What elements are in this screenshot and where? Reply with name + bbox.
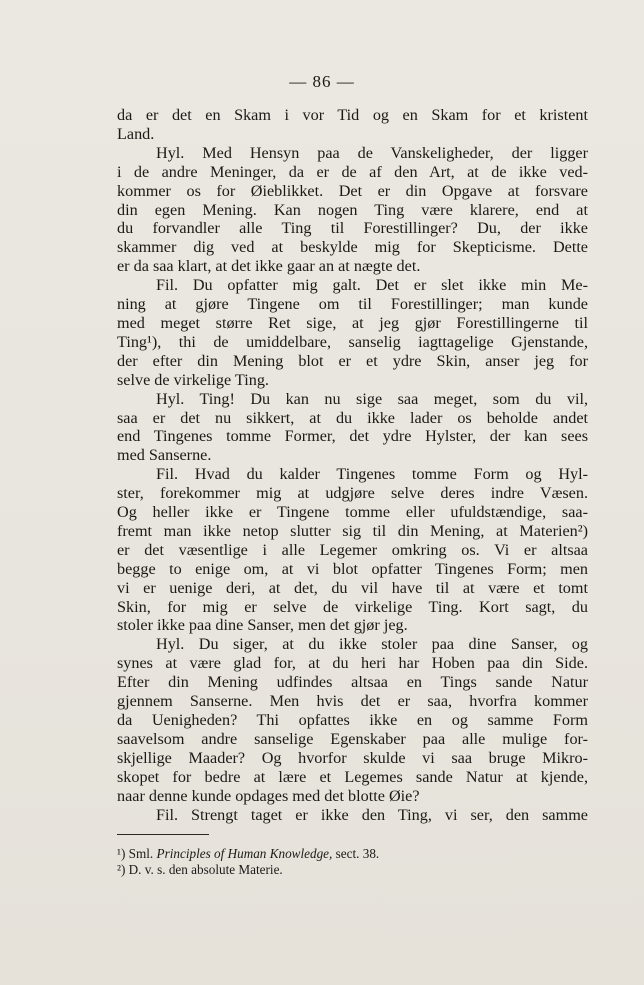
text-line: Og heller ikke er Tingene tomme eller ufuldstændige, saa-: [117, 503, 588, 522]
footnote-pre: D. v. s. den absolute Materie.: [128, 861, 283, 877]
text-line: Hyl. Ting! Du kan nu sige saa meget, som du vil,: [156, 389, 588, 408]
text-line: Fil. Du opfatter mig galt. Det er slet ikke min Me-: [156, 276, 588, 295]
text-line: er da saa klart, at det ikke gaar an at nægte det.: [117, 257, 421, 276]
text-line: stoler ikke paa dine Sanser, men det gjør jeg.: [117, 616, 408, 635]
text-line: synes at være glad for, at du heri har Hoben paa din Side.: [117, 654, 588, 673]
footnote-mark: ²): [117, 861, 129, 877]
text-line: skammer dig ved at beskylde mig for Skepticisme. Dette: [117, 238, 588, 257]
footnote-rule: [117, 834, 209, 835]
text-line: Fil. Strengt taget er ikke den Ting, vi ser, den samme: [156, 805, 588, 824]
body-text: [117, 106, 588, 824]
text-line: Hyl. Med Hensyn paa de Vanskeligheder, der ligger: [156, 143, 588, 162]
text-line: selve de virkelige Ting.: [117, 370, 269, 389]
text-line: saa er det nu sikkert, at du ikke lader os beholde andet: [117, 408, 588, 427]
text-line: i de andre Meninger, da er de af den Art, at de ikke ved-: [117, 162, 588, 181]
text-line: da er det en Skam i vor Tid og en Skam for et kristent: [117, 106, 588, 124]
text-line: du forvandler alle Ting til Forestillinger? Du, der ikke: [117, 219, 588, 238]
text-line: skopet for bedre at lære et Legemes sande Natur at kjende,: [117, 767, 588, 786]
footnotes: [117, 846, 588, 878]
text-line: der efter din Mening blot er et ydre Skin, anser jeg for: [117, 351, 588, 370]
footnote: [117, 846, 588, 862]
text-line: med meget større Ret sige, at jeg gjør Forestillingerne til: [117, 313, 588, 332]
footnote-mark: ¹): [117, 846, 129, 861]
text-line: da Uenigheden? Thi opfattes ikke en og samme Form: [117, 711, 588, 729]
text-line: din egen Mening. Kan nogen Ting være klarere, end at: [117, 200, 588, 219]
text-line: Ting¹), thi de umiddelbare, sanselig iagttagelige Gjenstande,: [117, 332, 588, 351]
text-line: skjellige Maader? Og hvorfor skulde vi saa bruge Mikro-: [117, 748, 588, 767]
footnote-title: Principles of Human Knowledge,: [156, 846, 333, 861]
text-line: Efter din Mening udfindes altsaa en Tings sande Natur: [117, 673, 588, 692]
footnote: [117, 862, 588, 878]
text-line: end Tingenes tomme Former, det ydre Hylster, der kan sees: [117, 427, 588, 446]
text-line: Land.: [117, 124, 155, 143]
text-line: fremt man ikke netop slutter sig til din Mening, at Materien²): [117, 521, 588, 540]
text-line: begge to enige om, at vi blot opfatter Tingenes Form; men: [117, 559, 588, 578]
text-line: ster, forekommer mig at udgjøre selve deres indre Væsen.: [117, 484, 588, 503]
footnote-pre: Sml.: [128, 846, 157, 861]
text-line: vi er uenige deri, at det, du vil have til at være et tomt: [117, 578, 588, 597]
text-line: med Sanserne.: [117, 446, 212, 465]
text-line: er det væsentlige i alle Legemer omkring os. Vi er altsaa: [117, 540, 588, 559]
text-line: naar denne kunde opdages med det blotte Øie?: [117, 786, 420, 805]
text-line: Fil. Hvad du kalder Tingenes tomme Form og Hyl-: [156, 465, 588, 484]
footnote-post: sect. 38.: [332, 846, 380, 861]
text-line: kommer os for Øieblikket. Det er din Opgave at forsvare: [117, 181, 588, 200]
text-line: gjennem Sanserne. Men hvis det er saa, hvorfra kommer: [117, 692, 588, 711]
text-line: Skin, for mig er selve de virkelige Ting. Kort sagt, du: [117, 597, 588, 616]
page-number: — 86 —: [289, 72, 355, 91]
text-line: ning at gjøre Tingene om til Forestillinger; man kunde: [117, 295, 588, 314]
text-line: saavelsom andre sanselige Egenskaber paa alle mulige for-: [117, 729, 588, 748]
text-line: Hyl. Du siger, at du ikke stoler paa dine Sanser, og: [156, 635, 588, 654]
